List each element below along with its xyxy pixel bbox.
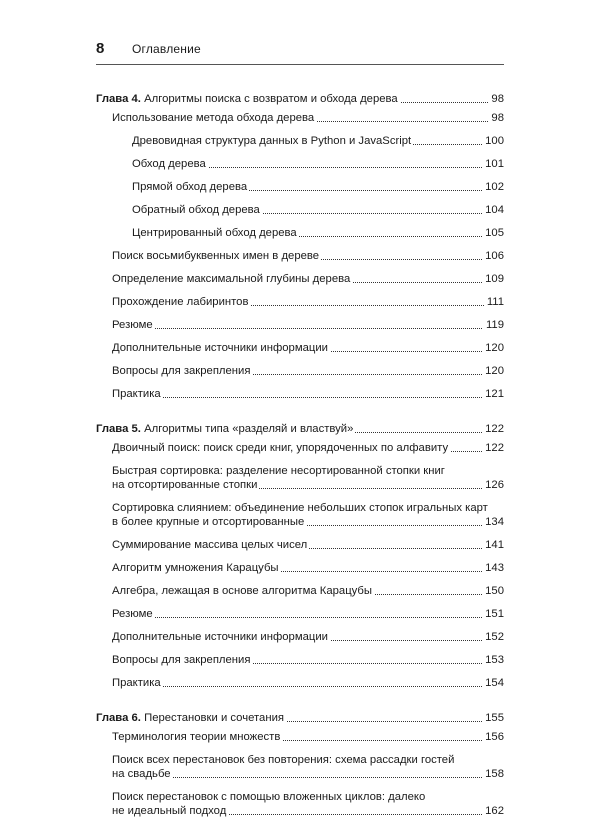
toc-entry-title xyxy=(112,273,352,285)
toc-entry-title xyxy=(132,227,299,239)
toc-entry-title xyxy=(112,342,330,354)
running-head: Оглавление xyxy=(132,42,201,56)
chapter-label: Глава 5. xyxy=(96,423,141,435)
toc-entry-title xyxy=(132,181,249,193)
toc-title-text: на свадьбе xyxy=(112,768,171,780)
toc-entry xyxy=(96,584,504,598)
chapter-label: Глава 4. xyxy=(96,93,141,105)
header-rule xyxy=(96,64,504,65)
toc-page-number: 143 xyxy=(482,561,504,575)
toc-entry-title-line1: Поиск перестановок с помощью вложенных циклов: далеко xyxy=(112,791,426,803)
toc-entry xyxy=(96,790,504,818)
toc-entry xyxy=(96,676,504,690)
toc-page-number: 153 xyxy=(482,653,504,667)
toc-entry-title xyxy=(112,562,281,574)
toc-title-text: Обход дерева xyxy=(132,158,206,170)
toc-entry-title xyxy=(112,442,450,454)
toc-page-number: 150 xyxy=(482,584,504,598)
toc-page-number: 120 xyxy=(482,364,504,378)
dot-leader xyxy=(112,617,488,618)
toc-entry-title xyxy=(112,539,309,551)
toc-entry xyxy=(96,272,504,286)
toc-title-text: Практика xyxy=(112,677,161,689)
toc-title-text: Резюме xyxy=(112,608,153,620)
toc-page-number: 151 xyxy=(482,607,504,621)
toc-entry-title xyxy=(96,93,400,105)
toc-title-text: Древовидная структура данных в Python и JavaScript xyxy=(132,135,412,147)
toc-page-number: 102 xyxy=(482,180,504,194)
toc-entry xyxy=(96,249,504,263)
toc-entry xyxy=(96,464,504,492)
toc-title-text: Использование метода обхода дерева xyxy=(112,112,315,124)
toc-page-number: 122 xyxy=(482,422,504,436)
toc-entry xyxy=(96,341,504,355)
toc-title-text: Алгебра, лежащая в основе алгоритма Карацубы xyxy=(112,585,373,597)
page-number: 8 xyxy=(96,40,105,57)
toc-entry-title xyxy=(112,585,374,597)
toc-page-number: 100 xyxy=(482,134,504,148)
toc-title-text: Перестановки и сочетания xyxy=(140,712,285,724)
toc-page-number: 98 xyxy=(488,92,504,106)
toc-title-text: Алгоритмы типа «разделяй и властвуй» xyxy=(140,423,354,435)
toc-entry-title xyxy=(112,479,259,491)
toc-entry xyxy=(96,653,504,667)
toc-title-text: Резюме xyxy=(112,319,153,331)
toc-title-text: Вопросы для закрепления xyxy=(112,654,251,666)
toc-page-number: 122 xyxy=(482,441,504,455)
toc-page-number: 98 xyxy=(488,111,504,125)
toc-chapter xyxy=(96,711,504,725)
toc-page-number: 120 xyxy=(482,341,504,355)
page-header xyxy=(96,40,504,57)
toc-entry xyxy=(96,753,504,781)
toc-title-text: Алгоритм умножения Карацубы xyxy=(112,562,279,574)
toc-title-text: Двоичный поиск: поиск среди книг, упорядоченных по алфавиту xyxy=(112,442,449,454)
toc-page-number: 101 xyxy=(482,157,504,171)
toc-entry xyxy=(96,387,504,401)
toc-entry xyxy=(96,630,504,644)
toc-entry-title xyxy=(132,135,413,147)
toc-page-number: 158 xyxy=(482,767,504,781)
toc-page-number: 155 xyxy=(482,711,504,725)
toc-page-number: 156 xyxy=(482,730,504,744)
toc-title-text: Прохождение лабиринтов xyxy=(112,296,249,308)
toc-title-text: Дополнительные источники информации xyxy=(112,342,328,354)
toc-title-text: Поиск восьмибуквенных имен в дереве xyxy=(112,250,320,262)
toc-title-text: Практика xyxy=(112,388,161,400)
toc-title-text: на отсортированные стопки xyxy=(112,479,258,491)
toc-entry-title xyxy=(112,731,282,743)
dot-leader xyxy=(112,328,488,329)
toc-title-text: в более крупные и отсортированные xyxy=(112,516,305,528)
toc-entry-title xyxy=(112,805,228,817)
toc-page-number: 111 xyxy=(484,295,504,309)
toc-entry xyxy=(96,538,504,552)
toc-entry xyxy=(96,203,504,217)
toc-entry xyxy=(96,561,504,575)
toc-title-text: не идеальный подход xyxy=(112,805,227,817)
toc-entry xyxy=(96,157,504,171)
toc-entry xyxy=(96,607,504,621)
toc-entry xyxy=(96,180,504,194)
toc-entry-title xyxy=(112,250,321,262)
toc-title-text: Определение максимальной глубины дерева xyxy=(112,273,351,285)
toc-entry-title-line1: Быстрая сортировка: разделение несортированной стопки книг xyxy=(112,465,445,477)
toc-chapter xyxy=(96,92,504,106)
toc-title-text: Прямой обход дерева xyxy=(132,181,248,193)
toc-entry-title xyxy=(112,677,163,689)
toc-entry-title xyxy=(112,112,316,124)
toc-page-number: 134 xyxy=(482,515,504,529)
toc-entry-title xyxy=(96,423,355,435)
toc-title-text: Обратный обход дерева xyxy=(132,204,260,216)
toc-entry-title xyxy=(112,631,330,643)
toc-entry-title xyxy=(132,204,262,216)
toc-entry-title xyxy=(96,712,286,724)
toc-entry-title xyxy=(132,158,208,170)
toc-page-number: 121 xyxy=(482,387,504,401)
toc-entry-title xyxy=(112,608,155,620)
toc-page-number: 109 xyxy=(482,272,504,286)
toc-page-number: 162 xyxy=(482,804,504,818)
toc-page-number: 106 xyxy=(482,249,504,263)
toc-entry-title xyxy=(112,516,306,528)
toc-page-number: 154 xyxy=(482,676,504,690)
toc-entry-title xyxy=(112,388,163,400)
chapter-label: Глава 6. xyxy=(96,712,141,724)
toc-page-number: 152 xyxy=(482,630,504,644)
toc-entry-title xyxy=(112,296,250,308)
toc-entry-title xyxy=(112,365,252,377)
dot-leader xyxy=(112,686,488,687)
toc-page-number: 105 xyxy=(482,226,504,240)
toc-entry-title xyxy=(112,319,155,331)
toc-title-text: Центрированный обход дерева xyxy=(132,227,297,239)
toc-entry xyxy=(96,730,504,744)
toc-title-text: Алгоритмы поиска с возвратом и обхода дерева xyxy=(140,93,398,105)
toc-entry xyxy=(96,111,504,125)
dot-leader xyxy=(112,397,488,398)
toc-entry-title xyxy=(112,654,252,666)
toc-title-text: Терминология теории множеств xyxy=(112,731,281,743)
toc-chapter xyxy=(96,422,504,436)
toc-entry xyxy=(96,364,504,378)
toc-page-number: 119 xyxy=(483,318,504,332)
toc-entry xyxy=(96,226,504,240)
toc-page-number: 104 xyxy=(482,203,504,217)
table-of-contents xyxy=(96,92,504,818)
toc-entry-title-line1: Поиск всех перестановок без повторения: схема рассадки гостей xyxy=(112,754,455,766)
toc-title-text: Дополнительные источники информации xyxy=(112,631,328,643)
toc-title-text: Суммирование массива целых чисел xyxy=(112,539,308,551)
toc-entry xyxy=(96,134,504,148)
toc-entry xyxy=(96,295,504,309)
toc-entry-title-line1: Сортировка слиянием: объединение небольших стопок игральных карт xyxy=(112,502,488,514)
toc-title-text: Вопросы для закрепления xyxy=(112,365,251,377)
toc-entry xyxy=(96,441,504,455)
toc-entry xyxy=(96,501,504,529)
toc-entry-title xyxy=(112,768,173,780)
toc-entry xyxy=(96,318,504,332)
toc-page-number: 141 xyxy=(482,538,504,552)
toc-page-number: 126 xyxy=(482,478,504,492)
